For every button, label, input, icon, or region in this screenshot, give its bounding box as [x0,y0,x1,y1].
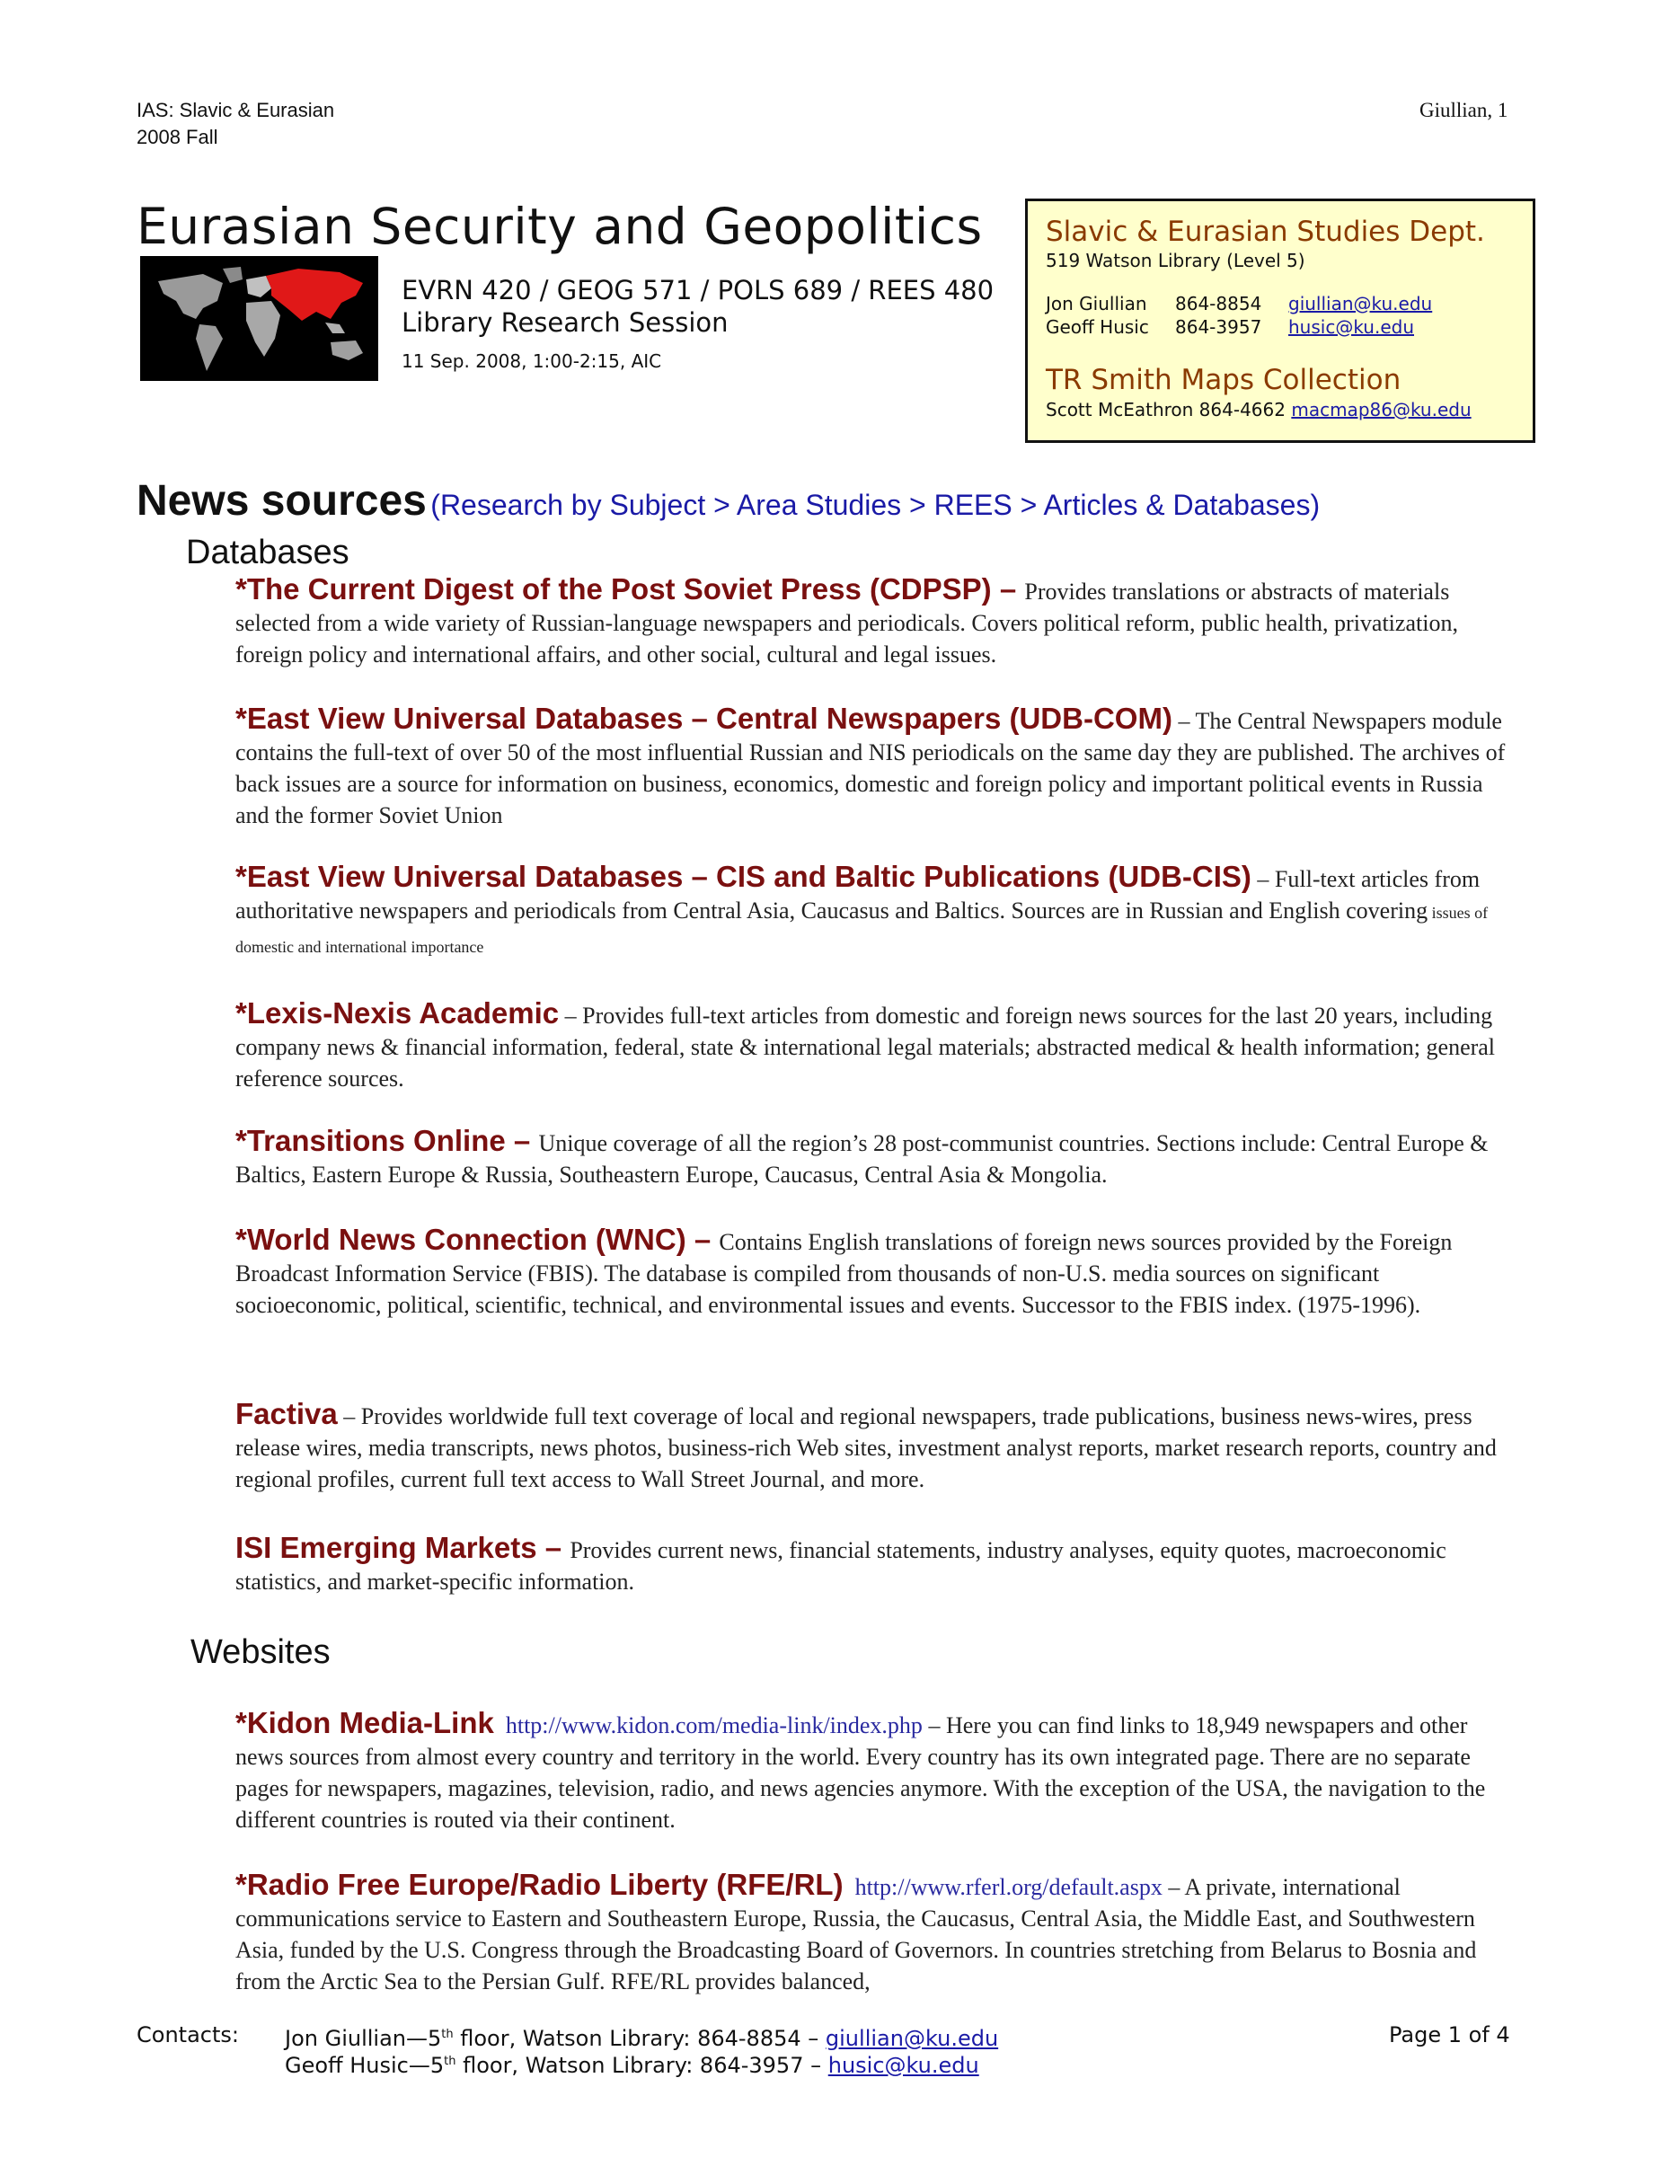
footer-email-link[interactable]: giullian@ku.edu [825,2026,999,2051]
entry-description-small: issues of domestic and international importance [235,904,1489,956]
course-numbers: EVRN 420 / GEOG 571 / POLS 689 / REES 480 [402,275,995,305]
contact-phone: 864-8854 [1175,293,1262,314]
entry-separator: – [922,1712,946,1738]
header-right: Giullian, 1 [1419,99,1508,121]
page-title: Eurasian Security and Geopolitics [137,198,983,255]
database-link[interactable]: *Transitions Online [235,1124,506,1157]
footer-contact-line [285,2021,998,2052]
footer-email-link[interactable]: husic@ku.edu [827,2053,979,2078]
entry-description: Provides translations or abstracts of materials selected from a wide variety of Russian-language newspapers and periodicals. Covers political reform, public health, privatization, foreign policy and international affairs, and other social, cultural and legal issues. [235,579,1458,668]
website-entry [235,1869,1511,1997]
entry-separator: – [1251,866,1275,892]
database-entry [235,1125,1511,1190]
course-area: IAS: Slavic & Eurasian [137,99,335,121]
entry-separator: – [1162,1874,1185,1900]
maps-contact: Scott McEathron 864-4662 [1046,399,1286,420]
website-entry [235,1707,1511,1835]
section-title: News sources [137,477,427,525]
footer-contact-line [285,2048,979,2079]
breadcrumb[interactable]: (Research by Subject > Area Studies > REES > Articles & Databases) [430,489,1321,521]
entry-description: A private, international communications service to Eastern and Southeastern Europe, Russia, the Caucasus, Central Asia, the Middle East, and Southwestern Asia, funded by the U.S. Congress through the Broadcasting Board of Governors. In countries stretching from Belarus to Bosnia and from the Arctic Sea to the Persian Gulf. RFE/RL provides balanced, [235,1874,1477,1994]
entry-description: Contains English translations of foreign news sources provided by the Foreign Broadcast Information Service (FBIS). The database is compiled from thousands of non-U.S. media sources on significant socioeconomic, political, scientific, technical, and environmental issues and events. Successor to the FBIS index. (1975-1996). [235,1229,1453,1318]
entry-description: Provides worldwide full text coverage of local and regional newspapers, trade publications, business news-wires, press release wires, media transcripts, news photos, business-rich Web sites, investment analyst reports, market research reports, country and regional profiles, current full text access to Wall Street Journal, and more. [235,1403,1497,1492]
footer-label: Contacts: [137,2022,239,2047]
database-entry [235,997,1511,1094]
term: 2008 Fall [137,126,218,148]
entry-separator: – [536,1531,570,1564]
contact-name: Jon Giullian [1046,293,1147,314]
entry-description: Provides current news, financial statements, industry analyses, equity quotes, macroeconomic statistics, and market-specific information. [235,1537,1446,1595]
maps-contact-row [1046,398,1472,421]
entry-description: The Central Newspapers module contains the full-text of over 50 of the most influential Russian and NIS periodicals on the same day they are published. The archives of back issues are a source for information on business, economics, domestic and foreign policy and important political events in Russia and the former Soviet Union [235,708,1506,828]
website-url[interactable]: http://www.rferl.org/default.aspx [854,1874,1163,1900]
entry-separator: – [559,1003,583,1029]
entry-description: Full-text articles from authoritative newspapers and periodicals from Central Asia, Caucasus and Baltics. Sources are in Russian and English covering [235,866,1481,924]
database-link[interactable]: *World News Connection (WNC) [235,1223,686,1256]
entry-separator: – [1172,708,1196,734]
website-link[interactable]: *Kidon Media-Link [235,1706,494,1739]
page-number: Page 1 of 4 [1389,2022,1510,2047]
database-entry [235,1532,1511,1597]
database-entry [235,861,1511,963]
database-entry [235,573,1511,670]
databases-subheading: Databases [186,534,349,571]
contact-row [1046,315,1414,339]
database-link[interactable]: Factiva [235,1397,338,1430]
website-url[interactable]: http://www.kidon.com/media-link/index.php [505,1712,923,1738]
database-entry [235,703,1511,831]
database-link[interactable]: *East View Universal Databases – CIS and Baltic Publications (UDB-CIS) [235,860,1251,893]
contact-email-link[interactable]: husic@ku.edu [1288,316,1414,338]
entry-separator: – [685,1223,720,1256]
session-name: Library Research Session [402,307,729,338]
database-link[interactable]: ISI Emerging Markets [235,1531,537,1564]
contact-email-link[interactable]: giullian@ku.edu [1288,293,1433,314]
database-entry [235,1398,1511,1495]
contact-row [1046,292,1432,315]
dept-location: 519 Watson Library (Level 5) [1046,250,1305,271]
entry-separator: – [337,1403,361,1429]
database-link[interactable]: *Lexis-Nexis Academic [235,996,560,1030]
entry-separator: – [991,572,1025,606]
footer-sup: th [444,2055,456,2068]
news-sources-heading [137,476,1320,526]
entry-description: Here you can find links to 18,949 newspapers and other news sources from almost every country and territory in the world. Every country has its own integrated page. There are no separate pages for newspapers, magazines, television, radio, and news agencies anymore. With the exception of the USA, the navigation to the different countries is routed via their continent. [235,1712,1486,1833]
database-link[interactable]: *The Current Digest of the Post Soviet Press (CDPSP) [235,572,992,606]
entry-separator: – [505,1124,539,1157]
websites-subheading: Websites [190,1633,331,1671]
world-map-image [140,256,378,381]
maps-email-link[interactable]: macmap86@ku.edu [1291,399,1472,420]
entry-description: Unique coverage of all the region’s 28 post-communist countries. Sections include: Central Europe & Baltics, Eastern Europe & Russia, Southeastern Europe, Caucasus, Central Asia & Mongolia. [235,1130,1489,1188]
database-link[interactable]: *East View Universal Databases – Central Newspapers (UDB-COM) [235,702,1172,735]
contact-name: Geoff Husic [1046,316,1149,338]
header-left [137,97,334,151]
footer-contact-text: Geoff Husic—5 [285,2053,445,2078]
footer-contact-text: floor, Watson Library: 864-8854 – [453,2026,826,2051]
maps-heading: TR Smith Maps Collection [1046,364,1401,396]
footer-contact-text: Jon Giullian—5 [285,2026,442,2051]
session-date: 11 Sep. 2008, 1:00-2:15, AIC [402,350,662,372]
footer-contact-text: floor, Watson Library: 864-3957 – [455,2053,828,2078]
website-link[interactable]: *Radio Free Europe/Radio Liberty (RFE/RL) [235,1868,844,1901]
footer-sup: th [441,2028,454,2041]
database-entry [235,1224,1511,1321]
entry-description: Provides full-text articles from domestic and foreign news sources for the last 20 years, including company news & financial information, federal, state & international legal materials; abstracted medical & health information; general reference sources. [235,1003,1496,1092]
dept-heading: Slavic & Eurasian Studies Dept. [1046,216,1485,248]
contact-phone: 864-3957 [1175,316,1262,338]
contact-box [1025,199,1535,443]
